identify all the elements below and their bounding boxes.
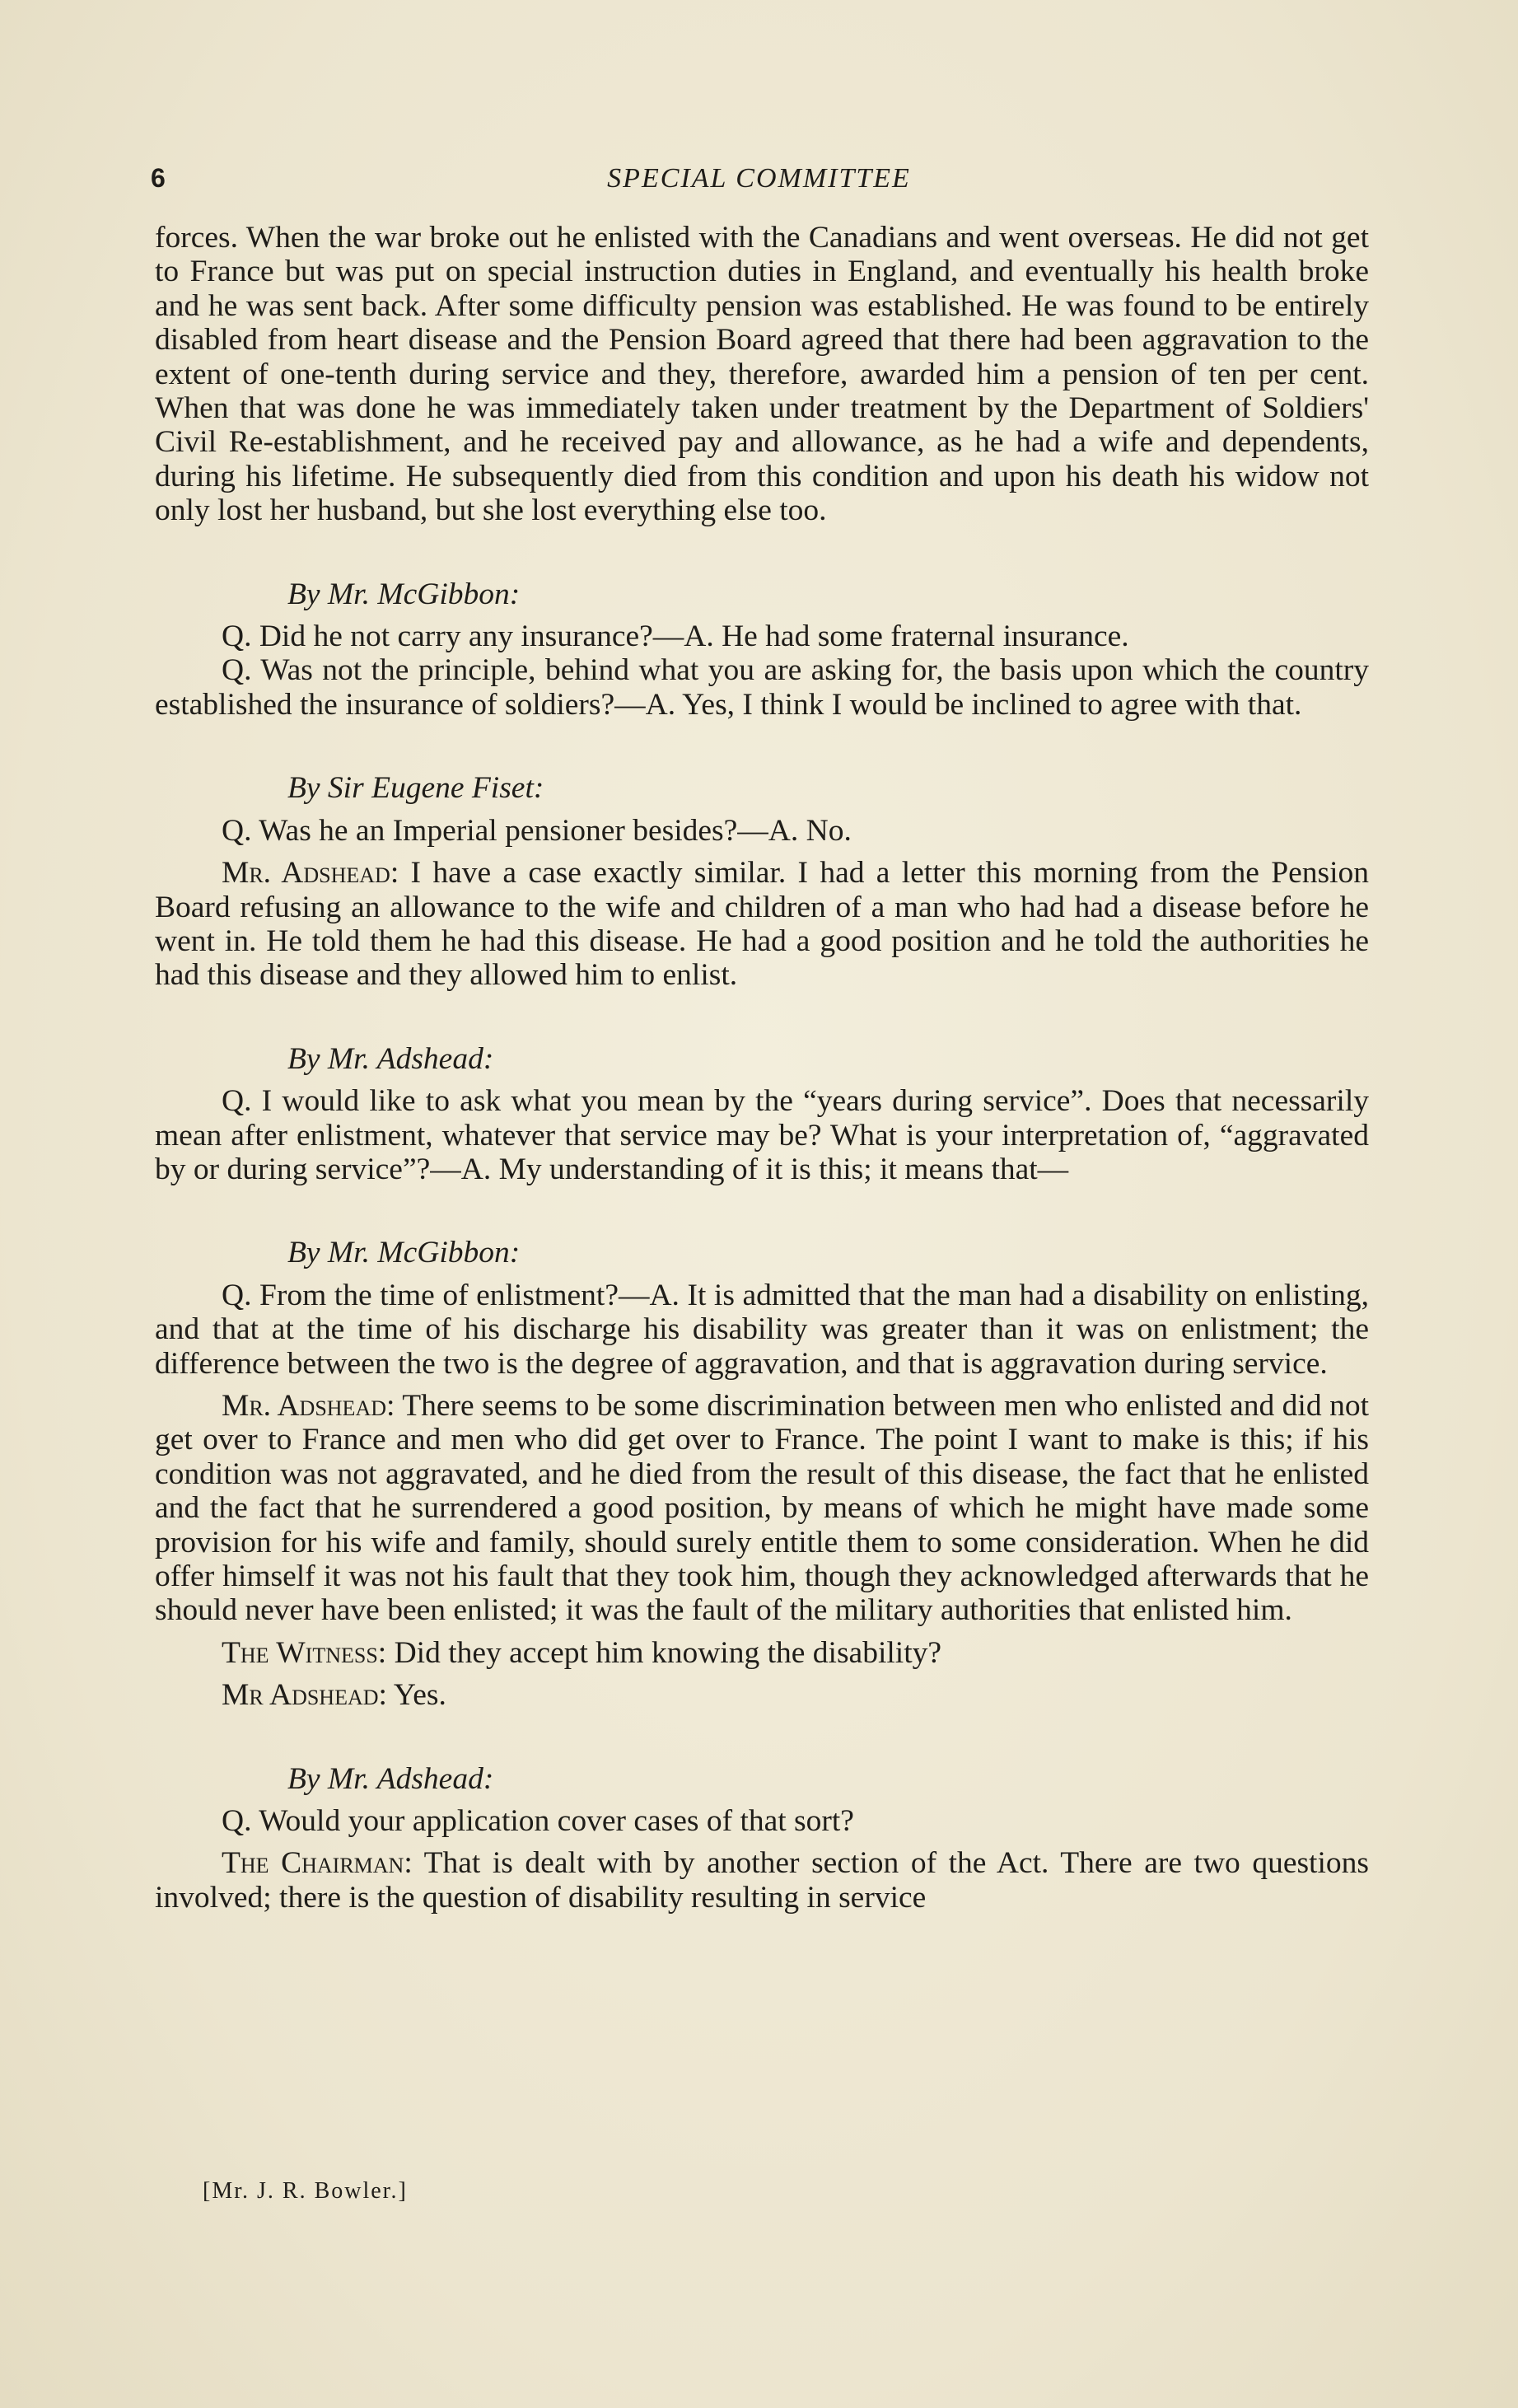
speaker-name: The Chairman: — [222, 1846, 413, 1881]
speaker-paragraph — [155, 1636, 1369, 1670]
speaker-paragraph — [155, 1678, 1369, 1712]
speaker-name: Mr. Adshead: — [222, 856, 399, 891]
question-answer: Q. Was not the principle, behind what you are asking for, the basis upon which the country established the insurance of soldiers?—A. Yes, I think I would be inclined to agree with that. — [155, 653, 1369, 722]
speaker-paragraph — [155, 856, 1369, 993]
speaker-name: Mr Adshead: — [222, 1678, 387, 1713]
speaker-name: Mr. Adshead: — [222, 1388, 395, 1423]
paragraph: forces. When the war broke out he enlisted with the Canadians and went overseas. He did not get to France but was put on special instruction duties in England, and eventually his health broke and he was sent back. After some difficulty pension was established. He was found to be entirely disabled from heart disease and the Pension Board agreed that there had been aggravation to the extent of one-tenth during service and they, therefore, awarded him a pension of ten per cent. When that was done he was immediately taken under treatment by the Department of Soldiers' Civil Re-establishment, and he received pay and allowance, as he had a wife and dependents, during his lifetime. He subsequently died from this condition and upon his death his widow not only lost her husband, but she lost everything else too. — [155, 221, 1369, 528]
examiner-heading: By Mr. Adshead: — [287, 1761, 494, 1796]
body-text — [155, 221, 1369, 1915]
witness-reference: [Mr. J. R. Bowler.] — [203, 2178, 408, 2204]
speaker-paragraph — [155, 1846, 1369, 1915]
examiner-heading: By Mr. McGibbon: — [287, 577, 521, 611]
running-head — [151, 163, 1367, 204]
question-answer: Q. I would like to ask what you mean by the “years during service”. Does that necessarily mean after enlistment, whatever that service may be? What is your interpretation of, “aggravated by or during service”?—A. My understanding of it is this; it means that— — [155, 1084, 1369, 1186]
page-number: 6 — [151, 163, 166, 193]
speaker-text: That is dealt with by another section of the Act. There are two questions involved; there is the question of disability resulting in service — [155, 1846, 1369, 1915]
running-title: SPECIAL COMMITTEE — [607, 163, 911, 194]
speaker-text: I have a case exactly similar. I had a letter this morning from the Pension Board refusing an allowance to the wife and children of a man who had had a disease before he went in. He told them he had this disease. He had a good position and he told the authorities he had this disease and they allowed him to enlist. — [155, 856, 1369, 993]
speaker-text: Did they accept him knowing the disability? — [386, 1635, 942, 1670]
speaker-text: Yes. — [386, 1678, 446, 1713]
speaker-paragraph — [155, 1389, 1369, 1628]
question-answer: Q. From the time of enlistment?—A. It is admitted that the man had a disability on enlisting, and that at the time of his discharge his disability was greater than it was on enlistment; the difference between the two is the degree of aggravation, and that is aggravation during service. — [155, 1278, 1369, 1381]
examiner-heading: By Mr. McGibbon: — [287, 1236, 521, 1270]
speaker-name: The Witness: — [222, 1635, 387, 1670]
examiner-heading: By Sir Eugene Fiset: — [287, 771, 544, 806]
question-answer: Q. Would your application cover cases of that sort? — [222, 1804, 854, 1839]
question-answer: Q. Did he not carry any insurance?—A. He had some fraternal insurance. — [222, 620, 1129, 654]
speaker-text: There seems to be some discrimination between men who enlisted and did not get over to France and men who did get over to France. The point I want to make is this; if his condition was not aggravated, and he died from the result of this disease, the fact that he enlisted and the fact that he surrendered a good position, by means of which he might have made some provision for his wife and family, should surely entitle them to some consideration. When he did offer himself it was not his fault that they took him, though they acknowledged afterwards that he should never have been enlisted; it was the fault of the military authorities that enlisted him. — [155, 1388, 1369, 1628]
question-answer: Q. Was he an Imperial pensioner besides?—A. No. — [222, 813, 852, 848]
examiner-heading: By Mr. Adshead: — [287, 1041, 494, 1076]
